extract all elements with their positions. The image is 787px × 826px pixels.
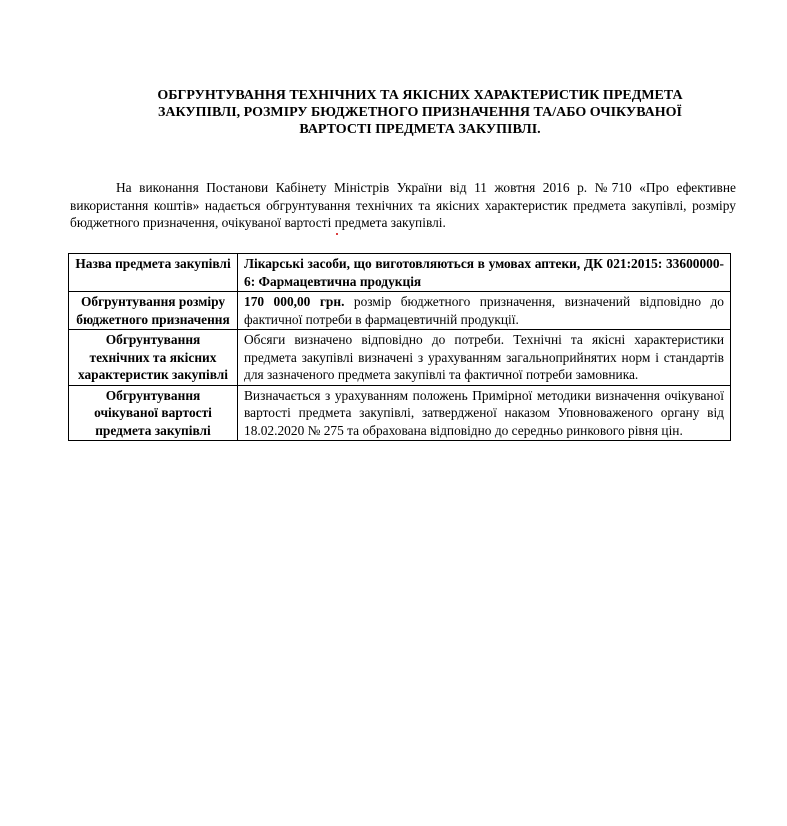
budget-amount: 170 000,00 грн.: [244, 294, 345, 309]
row-label-budget-justification: Обгрунтування розміру бюджетного призначення: [69, 292, 238, 330]
row-value-technical-justification: Обсяги визначено відповідно до потреби. Технічні та якісні характеристики предмета закупівлі визначені з урахуванням загальноприйнятих норм і стандартів для зазначеного предмета закупівлі та фактичної потреби замовника.: [238, 330, 731, 386]
title-line-3: ВАРТОСТІ ПРЕДМЕТА ЗАКУПІВЛІ.: [299, 122, 541, 137]
table-row: [69, 385, 731, 441]
row-value-budget-justification: [238, 292, 731, 330]
document-title: [80, 87, 760, 138]
intro-paragraph: На виконання Постанови Кабінету Міністрів України від 11 жовтня 2016 р. №710 «Про ефективне використання коштів» надається обгрунтування технічних та якісних характеристик предмета закупівлі, розміру бюджетного призначення, очікуваної вартості предмета закупівлі.: [70, 180, 736, 230]
row-value-expected-cost-justification: Визначається з урахуванням положень Примірної методики визначення очікуваної вартості предмета закупівлі, затвердженої наказом Уповноваженого органу від 18.02.2020 № 275 та обрахована відповідно до середньо ринкового рівня цін.: [238, 385, 731, 441]
red-mark: [336, 233, 338, 235]
table-row: [69, 254, 731, 292]
row-label-technical-justification: Обгрунтування технічних та якісних характеристик закупівлі: [69, 330, 238, 386]
specification-table: [68, 253, 731, 441]
budget-description: розмір бюджетного призначення, визначений відповідно до фактичної потреби в фармацевтичній продукції.: [244, 294, 724, 327]
title-line-2: ЗАКУПІВЛІ, РОЗМІРУ БЮДЖЕТНОГО ПРИЗНАЧЕННЯ ТА/АБО ОЧІКУВАНОЇ: [157, 105, 682, 120]
row-label-expected-cost-justification: Обгрунтування очікуваної вартості предмета закупівлі: [69, 385, 238, 441]
title-line-1: ОБГРУНТУВАННЯ ТЕХНІЧНИХ ТА ЯКІСНИХ ХАРАКТЕРИСТИК ПРЕДМЕТА: [157, 88, 683, 103]
row-value-subject-name: Лікарські засоби, що виготовляються в умовах аптеки, ДК 021:2015: 33600000-6: Фармацевтична продукція: [238, 254, 731, 292]
table-row: [69, 292, 731, 330]
table-row: [69, 330, 731, 386]
row-label-subject-name: Назва предмета закупівлі: [69, 254, 238, 292]
